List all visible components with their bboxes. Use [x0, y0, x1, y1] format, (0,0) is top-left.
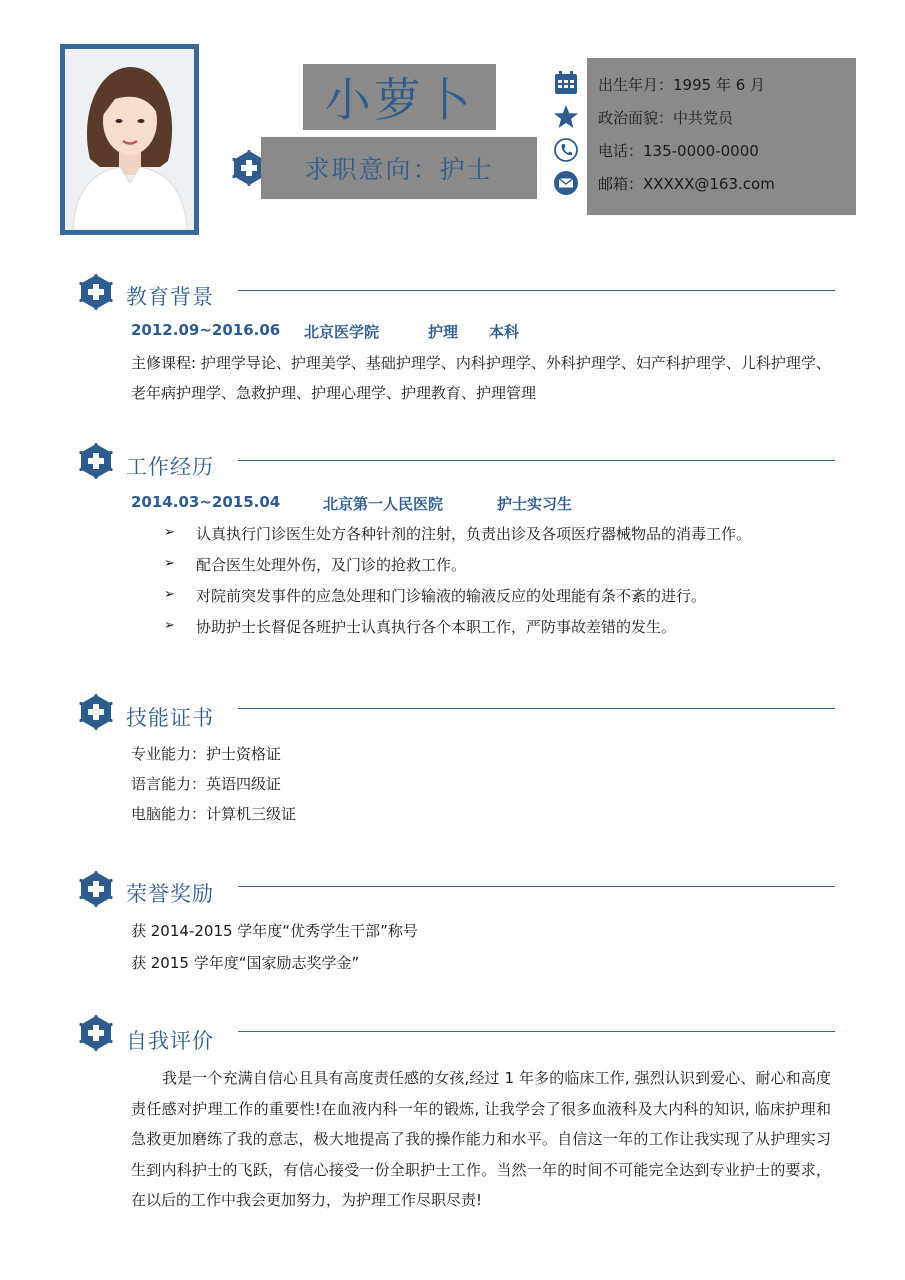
section-divider: [238, 886, 835, 887]
work-item: 协助护士长督促各班护士认真执行各个本职工作，严防事故差错的发生。: [196, 618, 677, 636]
section-work-title: 工作经历: [126, 455, 214, 479]
work-item: 对院前突发事件的应急处理和门诊输液的输液反应的处理能有条不紊的进行。: [196, 587, 707, 605]
mail-icon: [553, 170, 579, 196]
phone-number: 电话：135-0000-0000: [598, 142, 759, 160]
section-education-icon: [78, 274, 114, 310]
section-honors-icon: [78, 871, 114, 907]
section-divider: [238, 708, 835, 709]
section-self-title: 自我评价: [126, 1029, 214, 1053]
section-self-icon: [78, 1015, 114, 1051]
section-skills-icon: [78, 694, 114, 730]
education-major: 护理: [428, 323, 459, 341]
job-intent: 求职意向：护士: [261, 137, 537, 199]
work-item: 配合医生处理外伤，及门诊的抢救工作。: [196, 556, 467, 574]
skill-item: 电脑能力：计算机三级证: [131, 805, 297, 823]
bullet-arrow-icon: ➢: [164, 618, 175, 633]
section-honors-title: 荣誉奖励: [126, 882, 214, 906]
bullet-arrow-icon: ➢: [164, 525, 175, 540]
section-divider: [238, 460, 835, 461]
skill-item: 语言能力：英语四级证: [131, 775, 282, 793]
skill-item: 专业能力：护士资格证: [131, 745, 282, 763]
self-evaluation-text: 我是一个充满自信心且具有高度责任感的女孩,经过 1 年多的临床工作, 强烈认识到爱心、耐心和高度责任感对护理工作的重要性!在血液内科一年的锻炼, 让我学会了很多血液科及大内科的知识, 临床护理和急救更加磨练了我的意志，极大地提高了我的操作能力和水平。自信这一年的工作让我实现了从护理实习生到内科护士的飞跃，有信心接受一份全职护士工作。当然一年的时间不可能完全达到专业护士的要求，在以后的工作中我会更加努力，为护理工作尽职尽责!: [131, 1069, 831, 1209]
education-date: 2012.09~2016.06: [131, 321, 281, 339]
section-education-title: 教育背景: [126, 285, 214, 309]
work-position: 护士实习生: [497, 495, 573, 513]
political-status: 政治面貌：中共党员: [598, 109, 734, 127]
section-work-icon: [78, 443, 114, 479]
education-school: 北京医学院: [304, 323, 380, 341]
profile-photo-frame: [60, 44, 199, 235]
profile-photo: [65, 49, 194, 230]
candidate-name: 小萝卜: [303, 64, 496, 130]
birth-date: 出生年月：1995 年 6 月: [598, 76, 766, 94]
star-icon: [553, 104, 579, 130]
honor-item: 获 2015 学年度“国家励志奖学金”: [131, 954, 360, 972]
work-company: 北京第一人民医院: [323, 495, 444, 513]
calendar-icon: [553, 70, 579, 96]
work-date: 2014.03~2015.04: [131, 493, 281, 511]
section-divider: [238, 1031, 835, 1032]
section-skills-title: 技能证书: [126, 706, 214, 730]
phone-icon: [553, 137, 579, 163]
section-divider: [238, 290, 835, 291]
courses-line-1: 主修课程: 护理学导论、护理美学、基础护理学、内科护理学、外科护理学、妇产科护理学、儿科护理学、: [131, 354, 831, 372]
honor-item: 获 2014-2015 学年度“优秀学生干部”称号: [131, 922, 418, 940]
bullet-arrow-icon: ➢: [164, 556, 175, 571]
education-degree: 本科: [489, 323, 520, 341]
bullet-arrow-icon: ➢: [164, 587, 175, 602]
email-address: 邮箱：XXXXX@163.com: [598, 175, 775, 193]
courses-line-2: 老年病护理学、急救护理、护理心理学、护理教育、护理管理: [131, 384, 537, 402]
work-item: 认真执行门诊医生处方各种针剂的注射，负责出诊及各项医疗器械物品的消毒工作。: [196, 525, 752, 543]
